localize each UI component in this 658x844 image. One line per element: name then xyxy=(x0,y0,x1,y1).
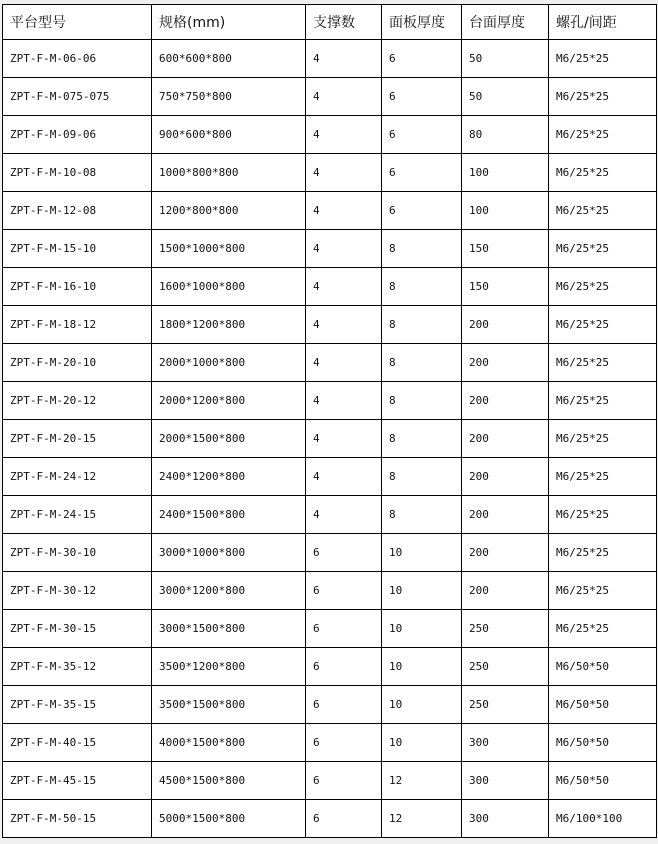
header-row xyxy=(3,5,657,40)
cell-hole-spacing: M6/25*25 xyxy=(549,458,657,496)
cell-panel-thickness: 6 xyxy=(382,78,462,116)
cell-model: ZPT-F-M-24-15 xyxy=(3,496,152,534)
cell-top-thickness: 100 xyxy=(462,192,549,230)
cell-model: ZPT-F-M-18-12 xyxy=(3,306,152,344)
cell-top-thickness: 300 xyxy=(462,724,549,762)
cell-hole-spacing: M6/50*50 xyxy=(549,686,657,724)
cell-top-thickness: 150 xyxy=(462,230,549,268)
cell-supports: 4 xyxy=(306,382,382,420)
cell-top-thickness: 50 xyxy=(462,40,549,78)
table-row xyxy=(3,800,657,838)
cell-panel-thickness: 8 xyxy=(382,420,462,458)
table-row xyxy=(3,420,657,458)
cell-hole-spacing: M6/25*25 xyxy=(549,534,657,572)
cell-supports: 4 xyxy=(306,458,382,496)
cell-model: ZPT-F-M-12-08 xyxy=(3,192,152,230)
cell-spec: 2400*1500*800 xyxy=(152,496,306,534)
cell-spec: 3500*1200*800 xyxy=(152,648,306,686)
table-row xyxy=(3,648,657,686)
cell-spec: 600*600*800 xyxy=(152,40,306,78)
cell-supports: 4 xyxy=(306,420,382,458)
cell-hole-spacing: M6/25*25 xyxy=(549,610,657,648)
cell-model: ZPT-F-M-35-12 xyxy=(3,648,152,686)
cell-hole-spacing: M6/25*25 xyxy=(549,192,657,230)
cell-top-thickness: 250 xyxy=(462,610,549,648)
cell-model: ZPT-F-M-45-15 xyxy=(3,762,152,800)
cell-top-thickness: 150 xyxy=(462,268,549,306)
cell-hole-spacing: M6/25*25 xyxy=(549,78,657,116)
cell-spec: 2000*1200*800 xyxy=(152,382,306,420)
cell-supports: 4 xyxy=(306,306,382,344)
cell-hole-spacing: M6/25*25 xyxy=(549,40,657,78)
cell-panel-thickness: 8 xyxy=(382,344,462,382)
table-row xyxy=(3,230,657,268)
table-row xyxy=(3,572,657,610)
header-supports: 支撑数 xyxy=(306,5,382,40)
table-row xyxy=(3,40,657,78)
cell-model: ZPT-F-M-06-06 xyxy=(3,40,152,78)
cell-spec: 5000*1500*800 xyxy=(152,800,306,838)
cell-top-thickness: 80 xyxy=(462,116,549,154)
table-row xyxy=(3,78,657,116)
cell-spec: 1800*1200*800 xyxy=(152,306,306,344)
cell-panel-thickness: 8 xyxy=(382,230,462,268)
cell-spec: 3500*1500*800 xyxy=(152,686,306,724)
cell-top-thickness: 250 xyxy=(462,648,549,686)
header-spec: 规格(mm) xyxy=(152,5,306,40)
cell-panel-thickness: 8 xyxy=(382,306,462,344)
cell-top-thickness: 100 xyxy=(462,154,549,192)
cell-supports: 4 xyxy=(306,78,382,116)
cell-top-thickness: 200 xyxy=(462,382,549,420)
cell-model: ZPT-F-M-20-15 xyxy=(3,420,152,458)
cell-supports: 6 xyxy=(306,534,382,572)
cell-model: ZPT-F-M-20-12 xyxy=(3,382,152,420)
table-row xyxy=(3,686,657,724)
table-row xyxy=(3,762,657,800)
cell-top-thickness: 250 xyxy=(462,686,549,724)
cell-supports: 6 xyxy=(306,572,382,610)
cell-top-thickness: 300 xyxy=(462,762,549,800)
cell-panel-thickness: 8 xyxy=(382,382,462,420)
cell-top-thickness: 200 xyxy=(462,306,549,344)
cell-spec: 1000*800*800 xyxy=(152,154,306,192)
cell-model: ZPT-F-M-20-10 xyxy=(3,344,152,382)
cell-hole-spacing: M6/25*25 xyxy=(549,116,657,154)
cell-model: ZPT-F-M-10-08 xyxy=(3,154,152,192)
cell-model: ZPT-F-M-24-12 xyxy=(3,458,152,496)
table-body xyxy=(3,40,657,838)
table-row xyxy=(3,344,657,382)
header-top-thickness: 台面厚度 xyxy=(462,5,549,40)
cell-top-thickness: 200 xyxy=(462,572,549,610)
cell-panel-thickness: 10 xyxy=(382,686,462,724)
header-model: 平台型号 xyxy=(3,5,152,40)
cell-panel-thickness: 12 xyxy=(382,762,462,800)
cell-spec: 1500*1000*800 xyxy=(152,230,306,268)
cell-hole-spacing: M6/25*25 xyxy=(549,420,657,458)
cell-supports: 4 xyxy=(306,496,382,534)
cell-supports: 4 xyxy=(306,116,382,154)
cell-model: ZPT-F-M-075-075 xyxy=(3,78,152,116)
cell-hole-spacing: M6/25*25 xyxy=(549,230,657,268)
cell-spec: 2400*1200*800 xyxy=(152,458,306,496)
cell-panel-thickness: 8 xyxy=(382,458,462,496)
cell-supports: 6 xyxy=(306,724,382,762)
cell-panel-thickness: 6 xyxy=(382,192,462,230)
cell-panel-thickness: 6 xyxy=(382,154,462,192)
header-hole-spacing: 螺孔/间距 xyxy=(549,5,657,40)
cell-hole-spacing: M6/50*50 xyxy=(549,724,657,762)
cell-model: ZPT-F-M-16-10 xyxy=(3,268,152,306)
cell-top-thickness: 200 xyxy=(462,534,549,572)
cell-top-thickness: 300 xyxy=(462,800,549,838)
cell-hole-spacing: M6/50*50 xyxy=(549,762,657,800)
cell-spec: 3000*1200*800 xyxy=(152,572,306,610)
cell-hole-spacing: M6/25*25 xyxy=(549,382,657,420)
cell-panel-thickness: 8 xyxy=(382,268,462,306)
table-row xyxy=(3,268,657,306)
cell-supports: 4 xyxy=(306,344,382,382)
cell-spec: 3000*1000*800 xyxy=(152,534,306,572)
cell-hole-spacing: M6/25*25 xyxy=(549,306,657,344)
cell-panel-thickness: 12 xyxy=(382,800,462,838)
cell-hole-spacing: M6/25*25 xyxy=(549,572,657,610)
cell-supports: 4 xyxy=(306,230,382,268)
cell-spec: 4500*1500*800 xyxy=(152,762,306,800)
cell-model: ZPT-F-M-35-15 xyxy=(3,686,152,724)
cell-model: ZPT-F-M-30-12 xyxy=(3,572,152,610)
cell-supports: 4 xyxy=(306,268,382,306)
table-row xyxy=(3,192,657,230)
cell-top-thickness: 200 xyxy=(462,458,549,496)
cell-supports: 6 xyxy=(306,800,382,838)
cell-hole-spacing: M6/100*100 xyxy=(549,800,657,838)
cell-hole-spacing: M6/25*25 xyxy=(549,268,657,306)
cell-top-thickness: 200 xyxy=(462,420,549,458)
cell-top-thickness: 200 xyxy=(462,496,549,534)
cell-panel-thickness: 10 xyxy=(382,572,462,610)
cell-supports: 4 xyxy=(306,40,382,78)
table-row xyxy=(3,458,657,496)
cell-supports: 6 xyxy=(306,648,382,686)
cell-supports: 6 xyxy=(306,610,382,648)
cell-model: ZPT-F-M-15-10 xyxy=(3,230,152,268)
cell-supports: 6 xyxy=(306,762,382,800)
cell-spec: 4000*1500*800 xyxy=(152,724,306,762)
cell-panel-thickness: 10 xyxy=(382,534,462,572)
cell-spec: 1200*800*800 xyxy=(152,192,306,230)
cell-model: ZPT-F-M-40-15 xyxy=(3,724,152,762)
cell-spec: 750*750*800 xyxy=(152,78,306,116)
table-row xyxy=(3,534,657,572)
table-row xyxy=(3,116,657,154)
table-row xyxy=(3,610,657,648)
cell-top-thickness: 200 xyxy=(462,344,549,382)
cell-spec: 3000*1500*800 xyxy=(152,610,306,648)
cell-spec: 1600*1000*800 xyxy=(152,268,306,306)
cell-hole-spacing: M6/25*25 xyxy=(549,154,657,192)
cell-model: ZPT-F-M-30-15 xyxy=(3,610,152,648)
cell-supports: 6 xyxy=(306,686,382,724)
cell-hole-spacing: M6/50*50 xyxy=(549,648,657,686)
cell-panel-thickness: 6 xyxy=(382,40,462,78)
header-panel-thickness: 面板厚度 xyxy=(382,5,462,40)
table-header xyxy=(3,5,657,40)
cell-supports: 4 xyxy=(306,192,382,230)
cell-panel-thickness: 8 xyxy=(382,496,462,534)
cell-hole-spacing: M6/25*25 xyxy=(549,344,657,382)
cell-panel-thickness: 10 xyxy=(382,648,462,686)
table-row xyxy=(3,154,657,192)
table-row xyxy=(3,724,657,762)
cell-spec: 2000*1000*800 xyxy=(152,344,306,382)
cell-panel-thickness: 10 xyxy=(382,724,462,762)
cell-model: ZPT-F-M-30-10 xyxy=(3,534,152,572)
table-row xyxy=(3,496,657,534)
cell-panel-thickness: 6 xyxy=(382,116,462,154)
cell-hole-spacing: M6/25*25 xyxy=(549,496,657,534)
spec-table xyxy=(2,4,657,838)
cell-top-thickness: 50 xyxy=(462,78,549,116)
cell-spec: 2000*1500*800 xyxy=(152,420,306,458)
table-row xyxy=(3,306,657,344)
cell-panel-thickness: 10 xyxy=(382,610,462,648)
cell-supports: 4 xyxy=(306,154,382,192)
cell-model: ZPT-F-M-09-06 xyxy=(3,116,152,154)
cell-model: ZPT-F-M-50-15 xyxy=(3,800,152,838)
cell-spec: 900*600*800 xyxy=(152,116,306,154)
table-row xyxy=(3,382,657,420)
